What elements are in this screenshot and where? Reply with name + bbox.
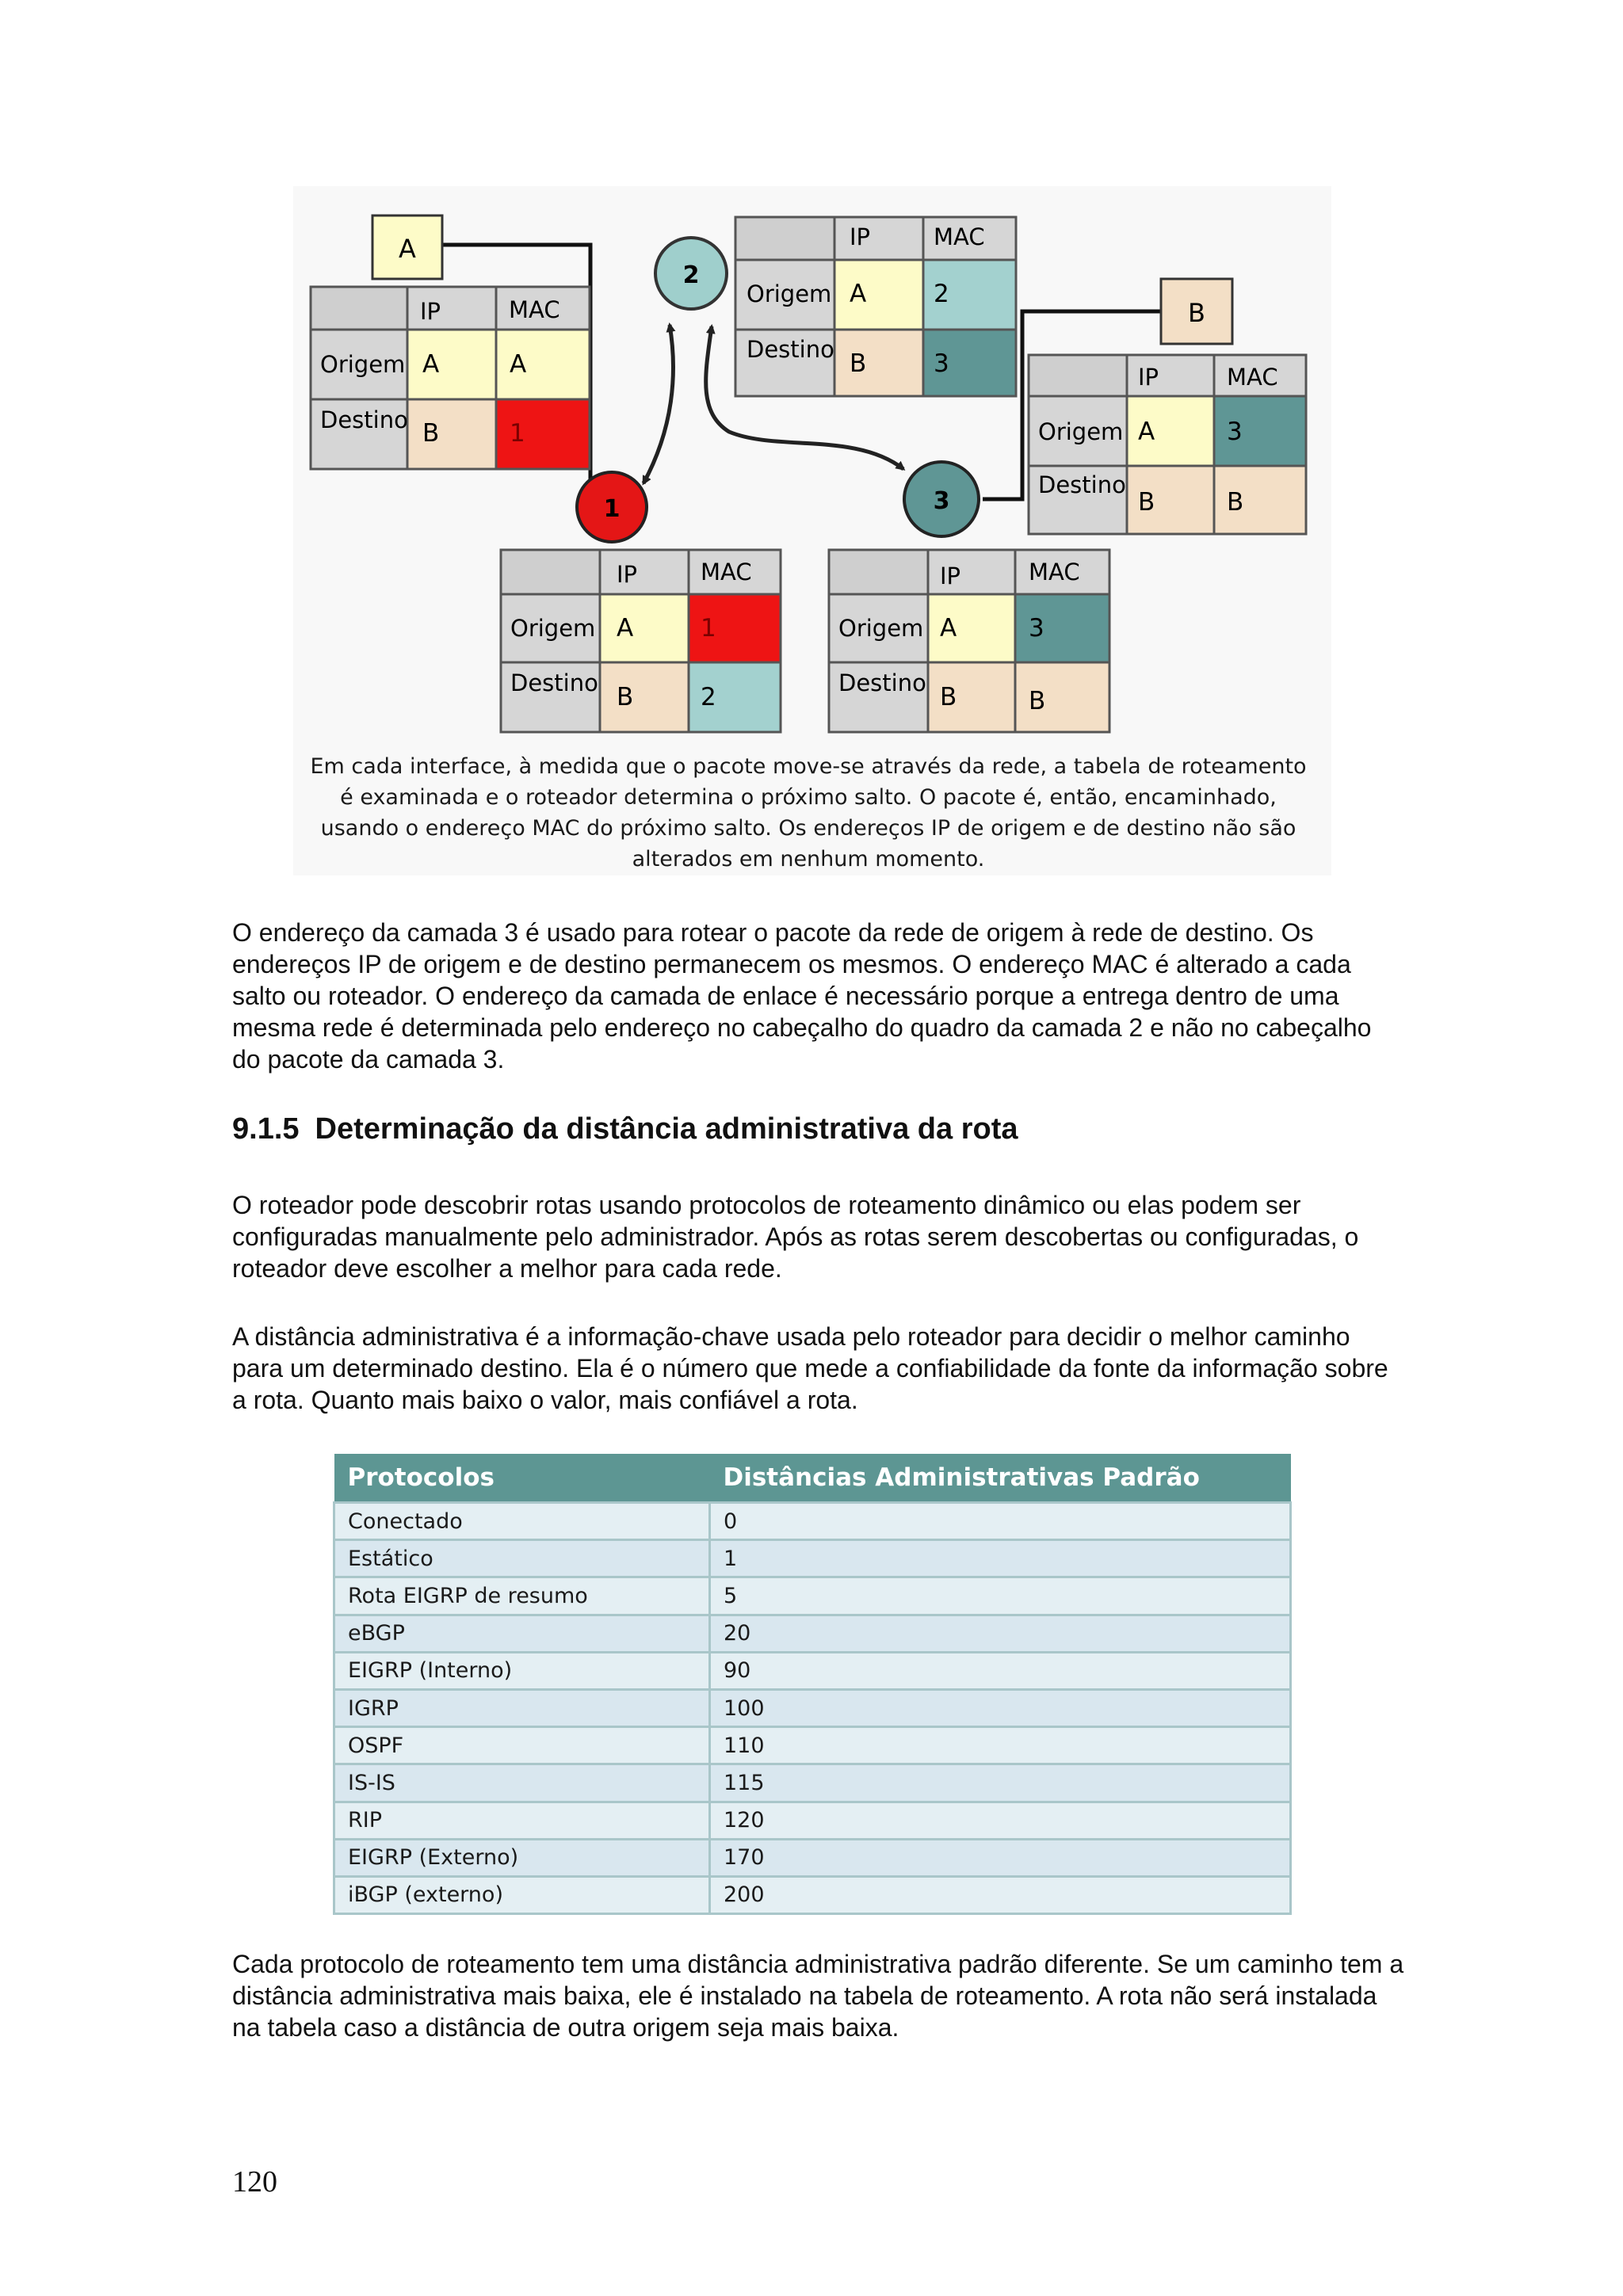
- svg-text:Origem: Origem: [510, 615, 596, 642]
- svg-text:2: 2: [701, 683, 716, 711]
- svg-text:2: 2: [682, 261, 700, 289]
- table-row: [334, 1540, 1291, 1577]
- table-row: [334, 1652, 1291, 1689]
- table-row: [334, 1839, 1291, 1876]
- protocol-cell: RIP: [334, 1802, 710, 1839]
- table-row: [334, 1689, 1291, 1726]
- svg-text:A: A: [422, 350, 440, 379]
- protocol-cell: IS-IS: [334, 1764, 710, 1802]
- svg-text:A: A: [617, 614, 634, 643]
- svg-text:MAC: MAC: [1227, 364, 1278, 391]
- svg-text:MAC: MAC: [934, 223, 985, 250]
- arrow-1-2: [643, 325, 673, 483]
- svg-text:Origem: Origem: [838, 615, 924, 642]
- section-title: Determinação da distância administrativa da rota: [315, 1112, 1018, 1146]
- routing-figure: [293, 186, 1331, 875]
- router-1: [577, 472, 647, 542]
- header-protocols: Protocolos: [334, 1454, 710, 1503]
- svg-text:IP: IP: [420, 298, 441, 325]
- figure-caption: [293, 751, 1323, 875]
- svg-text:1: 1: [701, 614, 716, 643]
- protocol-cell: Rota EIGRP de resumo: [334, 1577, 710, 1615]
- mac-table-3: [1029, 355, 1306, 534]
- svg-text:IP: IP: [617, 561, 638, 588]
- table-row: [334, 1727, 1291, 1764]
- svg-text:B: B: [617, 683, 634, 711]
- table-header-row: [334, 1454, 1291, 1503]
- svg-text:B: B: [422, 419, 440, 448]
- mac-table-1: [311, 287, 590, 469]
- svg-text:1: 1: [603, 495, 621, 523]
- table-row: [334, 1503, 1291, 1540]
- protocol-cell: Estático: [334, 1540, 710, 1577]
- page-number: 120: [232, 2165, 277, 2199]
- svg-text:Origem: Origem: [1038, 418, 1124, 445]
- header-default-distance: Distâncias Administrativas Padrão: [710, 1454, 1291, 1503]
- paragraph-route-discovery: O roteador pode descobrir rotas usando protocolos de roteamento dinâmico ou elas podem ser configuradas manualmente pelo administrador. Após as rotas serem descobertas ou configuradas, o roteador deve escolher a melhor para cada rede.: [232, 1191, 1359, 1283]
- svg-text:3: 3: [933, 487, 950, 515]
- svg-text:1: 1: [510, 419, 525, 448]
- protocol-cell: OSPF: [334, 1727, 710, 1764]
- distance-cell: 5: [710, 1577, 1291, 1615]
- table-row: [334, 1876, 1291, 1913]
- svg-text:B: B: [1029, 687, 1046, 715]
- distance-cell: 100: [710, 1689, 1291, 1726]
- table-row: [334, 1802, 1291, 1839]
- distance-cell: 20: [710, 1615, 1291, 1652]
- table-row: [334, 1615, 1291, 1652]
- protocol-cell: IGRP: [334, 1689, 710, 1726]
- distance-cell: 110: [710, 1727, 1291, 1764]
- svg-text:MAC: MAC: [509, 296, 560, 323]
- svg-text:Destino: Destino: [1038, 471, 1126, 498]
- section-heading: [232, 1112, 1018, 1146]
- mac-table-5: [829, 550, 1109, 732]
- distance-cell: 1: [710, 1540, 1291, 1577]
- svg-text:IP: IP: [850, 223, 871, 250]
- mac-table-4: [501, 550, 781, 732]
- svg-text:A: A: [399, 234, 416, 264]
- table-row: [334, 1577, 1291, 1615]
- svg-text:MAC: MAC: [1029, 559, 1080, 585]
- caption-line: Em cada interface, à medida que o pacote move-se através da rede, a tabela de roteamento: [310, 754, 1307, 779]
- distance-cell: 115: [710, 1764, 1291, 1802]
- svg-text:A: A: [510, 350, 527, 379]
- protocol-cell: iBGP (externo): [334, 1876, 710, 1913]
- table-row: [334, 1764, 1291, 1802]
- host-a: [372, 215, 442, 279]
- caption-line: alterados em nenhum momento.: [632, 847, 985, 871]
- paragraph-protocol-distance: Cada protocolo de roteamento tem uma distância administrativa padrão diferente. Se um caminho tem a distância administrativa mais baixa, ele é instalado na tabela de roteamento. A rota não será instalada na tabela caso a distância de outra origem seja mais baixa.: [232, 1950, 1404, 2042]
- svg-text:B: B: [1188, 298, 1205, 328]
- caption-line: é examinada e o roteador determina o próximo salto. O pacote é, então, encaminhado,: [340, 785, 1277, 810]
- paragraph-layer-addressing: O endereço da camada 3 é usado para rotear o pacote da rede de origem à rede de destino. Os endereços IP de origem e de destino permanecem os mesmos. O endereço MAC é alterado a cada salto ou roteador. O endereço da camada de enlace é necessário porque a entrega dentro de uma mesma rede é determinada pelo endereço no cabeçalho do quadro da camada 2 e não no cabeçalho do pacote da camada 3.: [232, 918, 1372, 1074]
- distance-cell: 120: [710, 1802, 1291, 1839]
- paragraph-admin-distance: A distância administrativa é a informação-chave usada pelo roteador para decidir o melhor caminho para um determinado destino. Ela é o número que mede a confiabilidade da fonte da informação sobre a rota. Quanto mais baixo o valor, mais confiável a rota.: [232, 1322, 1388, 1414]
- svg-text:2: 2: [934, 280, 949, 308]
- caption-line: usando o endereço MAC do próximo salto. Os endereços IP de origem e de destino não são: [320, 816, 1296, 841]
- protocol-cell: Conectado: [334, 1503, 710, 1540]
- router-2: [655, 238, 727, 309]
- router-3: [904, 462, 979, 536]
- svg-text:B: B: [1227, 488, 1244, 517]
- protocol-cell: EIGRP (Interno): [334, 1652, 710, 1689]
- distance-cell: 0: [710, 1503, 1291, 1540]
- svg-text:MAC: MAC: [701, 559, 752, 585]
- svg-text:B: B: [850, 349, 867, 378]
- distance-cell: 170: [710, 1839, 1291, 1876]
- svg-text:Destino: Destino: [747, 336, 834, 363]
- svg-text:Origem: Origem: [320, 351, 406, 378]
- protocol-cell: eBGP: [334, 1615, 710, 1652]
- host-b: [1161, 279, 1232, 344]
- distance-cell: 200: [710, 1876, 1291, 1913]
- distance-cell: 90: [710, 1652, 1291, 1689]
- svg-text:3: 3: [934, 349, 949, 378]
- svg-text:3: 3: [1227, 418, 1243, 446]
- svg-text:B: B: [1138, 488, 1155, 517]
- svg-text:Destino: Destino: [320, 406, 408, 433]
- svg-text:A: A: [1138, 418, 1155, 446]
- svg-text:Destino: Destino: [510, 669, 598, 696]
- svg-text:B: B: [940, 683, 957, 711]
- mac-table-2: [735, 217, 1016, 396]
- admin-distance-table: [333, 1454, 1292, 1915]
- svg-text:3: 3: [1029, 614, 1044, 643]
- protocol-cell: EIGRP (Externo): [334, 1839, 710, 1876]
- section-number: 9.1.5: [232, 1112, 300, 1146]
- svg-text:Origem: Origem: [747, 280, 832, 307]
- svg-text:IP: IP: [940, 563, 961, 589]
- svg-text:A: A: [940, 614, 957, 643]
- svg-text:IP: IP: [1138, 364, 1159, 391]
- svg-text:A: A: [850, 280, 867, 308]
- svg-text:Destino: Destino: [838, 669, 926, 696]
